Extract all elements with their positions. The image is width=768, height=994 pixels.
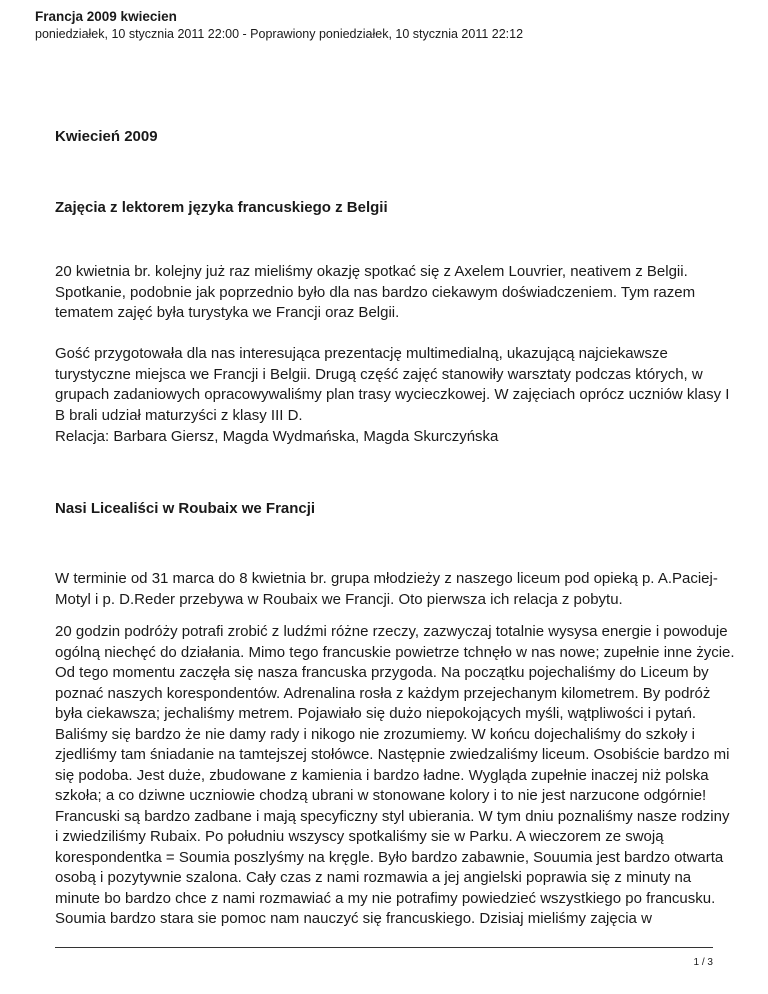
section-heading-belgium: Zajęcia z lektorem języka francuskiego z Belgii bbox=[55, 199, 388, 216]
document-meta: poniedziałek, 10 stycznia 2011 22:00 - Poprawiony poniedziałek, 10 stycznia 2011 22:12 bbox=[35, 27, 524, 41]
paragraph: 20 kwietnia br. kolejny już raz mieliśmy okazję spotkać się z Axelem Louvrier, neativem z Belgii. Spotkanie, podobnie jak poprzednio było dla nas bardzo ciekawym doświadczeniem. Tym razem tematem zajęć była turystyka we Francji oraz Belgii. bbox=[55, 263, 696, 321]
paragraph: W terminie od 31 marca do 8 kwietnia br. grupa młodzieży z naszego liceum pod opieką p. A.Paciej-Motyl i p. D.Reder przebywa w Roubaix we Francji. Oto pierwsza ich relacja z pobytu. bbox=[55, 570, 718, 608]
page-number: 1 / 3 bbox=[693, 957, 713, 968]
month-heading: Kwiecień 2009 bbox=[55, 128, 158, 145]
paragraph: 20 godzin podróży potrafi zrobić z ludźmi różne rzeczy, zazwyczaj totalnie wysysa energie i powoduje ogólną niechęć do działania. Mimo tego francuskie powietrze tchnęło w nas nowe; zupełnie inne życie. Od tego momentu zaczęła się nasza francuska przygoda. Na początku pojechaliśmy do Liceum by poznać naszych korespondentów. Adrenalina rosła z każdym przejechanym kilometrem. By podróż była ciekawsza; jechaliśmy metrem. Pojawiało się dużo niepokojących myśli, wątpliwości i pytań. Baliśmy się bardzo że nie damy rady i nikogo nie zrozumiemy. W końcu dojechaliśmy do szkoły i zjedliśmy tam śniadanie na tamtejszej stołówce. Następnie zwiedzaliśmy liceum. Osobiście bardzo mi się podoba. Jest duże, zbudowane z kamienia i bardzo ładne. Wygląda zupełnie inaczej niż polska szkoła; a co dziwne uczniowie chodzą ubrani w stonowane kolory i to nie jest narzucone odgórnie! Francuski są bardzo zadbane i mają specyficzny styl ubierania. W tym dniu poznaliśmy nasze rodziny i zwiedziliśmy Rubaix. Po południu wszyscy spotkaliśmy sie w Parku. A wieczorem ze swoją korespondentka = Soumia poszlyśmy na kręgle. Było bardzo zabawnie, Souumia jest bardzo otwarta osobą i pozytywnie szalona. Cały czas z nami rozmawia a jej angielski poprawia się z minuty na minute bo bardzo chce z nami rozmawiać a my nie potrafimy powiedzieć wszystkiego po francusku. Soumia bardzo stara sie pomoc nam nauczyć się francuskiego. Dzisiaj mieliśmy zajęcia w bbox=[55, 623, 735, 927]
document-title: Francja 2009 kwiecien bbox=[35, 9, 177, 24]
paragraph-author: Relacja: Barbara Giersz, Magda Wydmańska, Magda Skurczyńska bbox=[55, 428, 499, 445]
paragraph: Gość przygotowała dla nas interesująca prezentację multimedialną, ukazującą najciekawsze turystyczne miejsca we Francji i Belgii. Drugą część zajęć stanowiły warsztaty podczas których, w grupach zadaniowych opracowywaliśmy plan trasy wycieczkowej. W zajęciach oprócz uczniów klasy I B brali udział maturzyści z klasy III D. bbox=[55, 345, 730, 424]
section-heading-roubaix: Nasi Licealiści w Roubaix we Francji bbox=[55, 500, 316, 517]
footer-divider bbox=[55, 947, 713, 948]
document-header bbox=[35, 8, 735, 42]
